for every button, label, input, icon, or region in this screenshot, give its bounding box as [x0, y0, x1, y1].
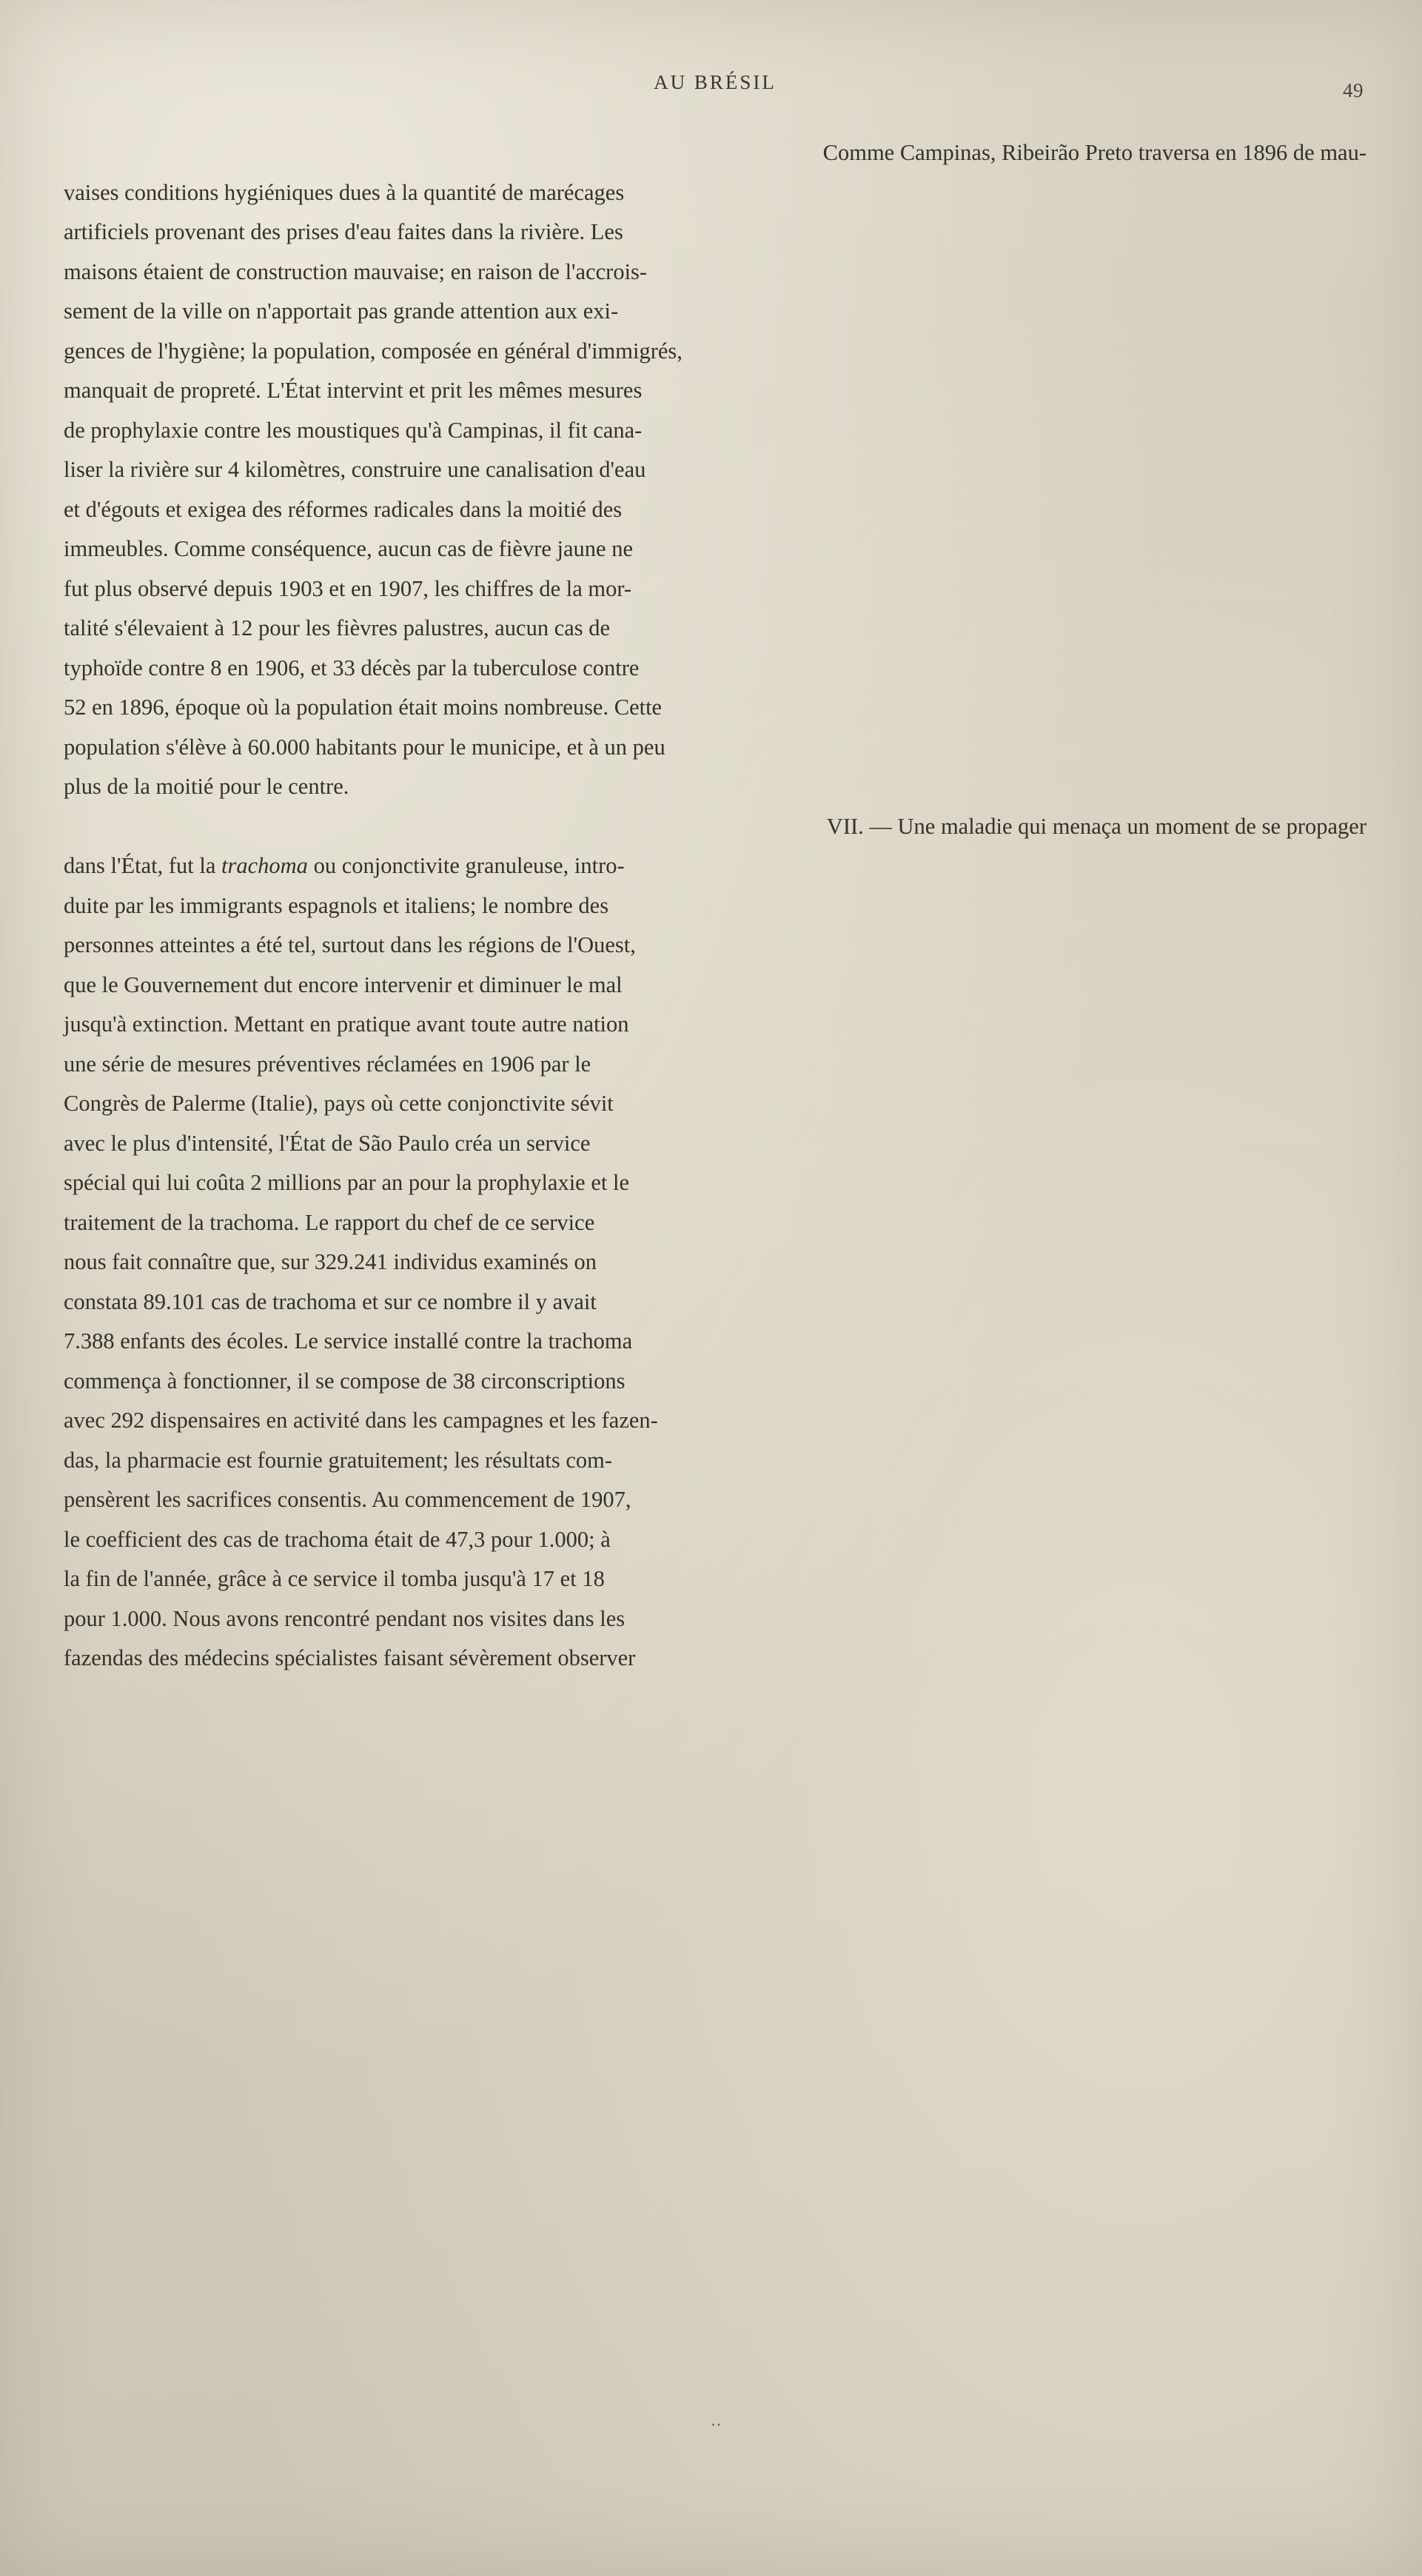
text-line: duite par les immigrants espagnols et italiens; le nombre des [64, 892, 609, 918]
line-text: Comme Campinas, Ribeirão Preto traversa en 1896 de mau- [822, 140, 1366, 165]
line-text: VII. — Une maladie qui menaça un moment de se propager [826, 813, 1366, 839]
text-line: gences de l'hygiène; la population, composée en général d'immigrés, [64, 338, 683, 364]
text-line: spécial qui lui coûta 2 millions par an pour la prophylaxie et le [64, 1170, 629, 1195]
line-segment-post: ou conjonctivite granuleuse, intro- [307, 853, 625, 878]
text-line: commença à fonctionner, il se compose de 38 circonscriptions [64, 1368, 626, 1394]
text-line: sement de la ville on n'apportait pas grande attention aux exi- [64, 298, 619, 324]
text-line: avec 292 dispensaires en activité dans les campagnes et les fazen- [64, 1408, 658, 1433]
paragraph-2 [64, 807, 1366, 1679]
text-line: avec le plus d'intensité, l'État de São Paulo créa un service [64, 1130, 591, 1156]
text-line: de prophylaxie contre les moustiques qu'à Campinas, il fit cana- [64, 417, 643, 443]
text-line: fazendas des médecins spécialistes faisant sévèrement observer [64, 1645, 636, 1670]
text-line: la fin de l'année, grâce à ce service il tomba jusqu'à 17 et 18 [64, 1566, 605, 1591]
text-line: nous fait connaître que, sur 329.241 individus examinés on [64, 1249, 597, 1274]
text-line: une série de mesures préventives réclamées en 1906 par le [64, 1051, 591, 1077]
text-line: et d'égouts et exigea des réformes radicales dans la moitié des [64, 496, 623, 522]
text-line: traitement de la trachoma. Le rapport du chef de ce service [64, 1209, 595, 1235]
text-line: immeubles. Comme conséquence, aucun cas de fièvre jaune ne [64, 536, 633, 561]
text-line: talité s'élevaient à 12 pour les fièvres palustres, aucun cas de [64, 615, 611, 640]
text-line: le coefficient des cas de trachoma était de 47,3 pour 1.000; à [64, 1526, 611, 1552]
text-line: artificiels provenant des prises d'eau faites dans la rivière. Les [64, 219, 623, 244]
text-line: vaises conditions hygiéniques dues à la quantité de marécages [64, 179, 625, 205]
text-line: liser la rivière sur 4 kilomètres, construire une canalisation d'eau [64, 457, 646, 482]
text-line: maisons étaient de construction mauvaise; en raison de l'accrois- [64, 258, 648, 284]
text-line: plus de la moitié pour le centre. [64, 774, 349, 799]
paragraph-indent [64, 133, 101, 173]
page-content [64, 71, 1366, 1679]
text-line: constata 89.101 cas de trachoma et sur ce nombre il y avait [64, 1288, 597, 1314]
text-line: manquait de propreté. L'État intervint et prit les mêmes mesures [64, 378, 643, 403]
italic-term: trachoma [221, 853, 308, 878]
text-line [64, 807, 1366, 847]
text-line: que le Gouvernement dut encore intervenir et diminuer le mal [64, 971, 623, 997]
text-line-with-italic [64, 846, 1366, 886]
page-number: 49 [1343, 79, 1364, 101]
text-line: population s'élève à 60.000 habitants pour le municipe, et à un peu [64, 734, 665, 760]
text-line: 7.388 enfants des écoles. Le service installé contre la trachoma [64, 1328, 633, 1354]
text-line: das, la pharmacie est fournie gratuitement; les résultats com- [64, 1447, 613, 1473]
line-segment-pre: dans l'État, fut la [64, 853, 222, 878]
paragraph-indent [64, 807, 101, 847]
page-header [64, 71, 1366, 104]
text-line: 52 en 1896, époque où la population était moins nombreuse. Cette [64, 695, 663, 720]
text-line: typhoïde contre 8 en 1906, et 33 décès par la tuberculose contre [64, 655, 640, 680]
running-title: AU BRÉSIL [654, 71, 777, 93]
paragraph-1 [64, 133, 1366, 807]
text-line: jusqu'à extinction. Mettant en pratique avant toute autre nation [64, 1011, 629, 1037]
text-line [64, 133, 1366, 173]
text-line: personnes atteintes a été tel, surtout dans les régions de l'Ouest, [64, 932, 636, 957]
text-line: pour 1.000. Nous avons rencontré pendant nos visites dans les [64, 1605, 626, 1631]
text-line: fut plus observé depuis 1903 et en 1907, les chiffres de la mor- [64, 575, 632, 601]
text-line: pensèrent les sacrifices consentis. Au commencement de 1907, [64, 1487, 631, 1512]
body-text [64, 133, 1366, 1679]
text-line: Congrès de Palerme (Italie), pays où cette conjonctivite sévit [64, 1091, 614, 1116]
footer-mark: ·· [711, 2415, 722, 2434]
